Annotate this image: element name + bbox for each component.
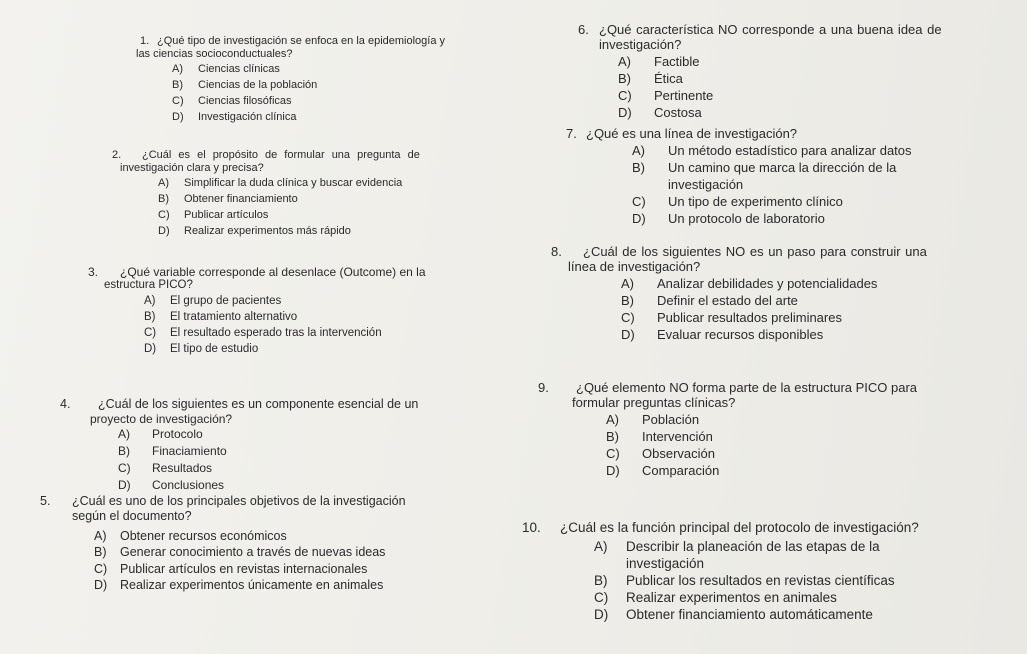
- question-7-options: [632, 142, 912, 227]
- question-7-option-c[interactable]: C) Un tipo de experimento clínico: [632, 194, 843, 210]
- question-8-text-line1: ¿Cuál de los siguientes NO es un paso para construir una: [583, 244, 927, 259]
- question-7-option-d[interactable]: D) Un protocolo de laboratorio: [632, 211, 825, 227]
- question-6-options: [618, 53, 942, 121]
- question-4-option-c[interactable]: C) Resultados: [118, 460, 213, 475]
- question-1-text-line2: las ciencias socioconductuales?: [136, 47, 293, 60]
- question-10-option-c[interactable]: C) Realizar experimentos en animales: [594, 589, 837, 605]
- question-10-stem: [522, 520, 919, 536]
- question-1: [136, 35, 446, 125]
- question-4-text-line2: proyecto de investigación?: [90, 411, 233, 426]
- question-8-text-line2: línea de investigación?: [568, 259, 701, 275]
- question-8-stem: [551, 244, 927, 259]
- question-9-number: 9.: [538, 380, 549, 395]
- question-1-option-d[interactable]: D) Investigación clínica: [172, 110, 297, 123]
- question-9: [538, 380, 917, 479]
- question-5-stem: [40, 494, 406, 509]
- question-1-option-a[interactable]: A) Ciencias clínicas: [172, 62, 280, 75]
- question-2-text-line1: ¿Cuál es el propósito de formular una pregunta de: [142, 149, 420, 161]
- question-2-stem: [112, 149, 420, 162]
- question-5-options: [94, 528, 406, 594]
- question-8-option-d[interactable]: D) Evaluar recursos disponibles: [621, 326, 824, 342]
- question-2-number: 2.: [112, 149, 122, 161]
- question-9-text-line2: formular preguntas clínicas?: [572, 395, 736, 411]
- question-1-stem: [140, 35, 445, 48]
- question-4-option-d[interactable]: D) Conclusiones: [118, 477, 225, 492]
- question-6-text-line2: investigación?: [599, 37, 682, 53]
- question-4: [60, 397, 418, 494]
- question-4-option-b[interactable]: B) Finaciamiento: [118, 443, 227, 458]
- question-1-options: [172, 61, 445, 125]
- question-6: [578, 22, 942, 121]
- question-8-option-b[interactable]: B) Definir el estado del arte: [621, 292, 798, 308]
- question-8-option-a[interactable]: A) Analizar debilidades y potencialidades: [621, 275, 878, 291]
- question-4-options: [118, 426, 418, 494]
- question-7-number: 7.: [566, 126, 577, 141]
- question-6-stem: [578, 22, 942, 37]
- question-5-option-b[interactable]: B) Generar conocimiento a través de nuevas ideas: [94, 545, 386, 559]
- question-10-options: [594, 538, 919, 623]
- question-7-text-line1: ¿Qué es una línea de investigación?: [586, 126, 798, 141]
- question-10-option-b[interactable]: B) Publicar los resultados en revistas científicas: [594, 572, 895, 588]
- question-3-option-d[interactable]: D) El tipo de estudio: [144, 342, 259, 355]
- question-2-option-c[interactable]: C) Publicar artículos: [158, 208, 269, 221]
- question-3-options: [144, 293, 426, 357]
- question-9-options: [606, 411, 917, 479]
- question-9-text-line1: ¿Qué elemento NO forma parte de la estructura PICO para: [576, 380, 918, 395]
- question-9-option-b[interactable]: B) Intervención: [606, 428, 713, 444]
- question-3-option-a[interactable]: A) El grupo de pacientes: [144, 294, 282, 307]
- question-5-text-line1: ¿Cuál es uno de los principales objetivos de la investigación: [72, 494, 406, 508]
- question-7-stem: [566, 126, 912, 141]
- question-2-option-d[interactable]: D) Realizar experimentos más rápido: [158, 224, 351, 237]
- question-2-option-b[interactable]: B) Obtener financiamiento: [158, 192, 298, 205]
- question-4-number: 4.: [60, 397, 71, 411]
- question-7: [566, 126, 912, 227]
- question-7-option-b-cont: investigación: [668, 177, 744, 193]
- question-10-option-a-cont: investigación: [626, 555, 705, 571]
- question-3-text-line2: estructura PICO?: [104, 279, 193, 292]
- question-5-number: 5.: [40, 494, 51, 508]
- question-3-text-line1: ¿Qué variable corresponde al desenlace (Outcome) en la: [120, 265, 426, 279]
- question-2-options: [158, 175, 420, 239]
- question-10: [522, 520, 919, 623]
- question-6-option-b[interactable]: B) Ética: [618, 70, 683, 86]
- question-8-options: [621, 275, 927, 343]
- question-2-option-a[interactable]: A) Simplificar la duda clínica y buscar evidencia: [158, 176, 403, 189]
- question-7-option-a[interactable]: A) Un método estadístico para analizar datos: [632, 143, 912, 159]
- question-5-text-line2: según el documento?: [72, 508, 192, 523]
- question-5-option-c[interactable]: C) Publicar artículos en revistas internacionales: [94, 561, 368, 576]
- question-9-stem: [538, 380, 917, 395]
- question-3-stem: [88, 265, 426, 279]
- question-6-text-line1: ¿Qué característica NO corresponde a una buena idea de: [599, 22, 942, 37]
- question-1-number: 1.: [140, 35, 150, 47]
- question-1-option-c[interactable]: C) Ciencias filosóficas: [172, 94, 292, 107]
- question-3-number: 3.: [88, 265, 99, 279]
- question-4-text-line1: ¿Cuál de los siguientes es un componente esencial de un: [98, 397, 419, 411]
- question-8: [551, 244, 927, 343]
- question-10-option-d[interactable]: D) Obtener financiamiento automáticamente: [594, 606, 873, 622]
- question-6-option-a[interactable]: A) Factible: [618, 53, 700, 69]
- question-3-option-b[interactable]: B) El tratamiento alternativo: [144, 310, 298, 323]
- question-3: [88, 265, 426, 357]
- question-5-option-a[interactable]: A) Obtener recursos económicos: [94, 528, 287, 543]
- question-3-option-c[interactable]: C) El resultado esperado tras la intervención: [144, 326, 382, 339]
- question-7-option-b[interactable]: B) Un camino que marca la dirección de la: [632, 160, 897, 176]
- question-1-option-b[interactable]: B) Ciencias de la población: [172, 78, 318, 91]
- question-4-option-a[interactable]: A) Protocolo: [118, 426, 203, 441]
- question-2-text-line2: investigación clara y precisa?: [120, 161, 264, 174]
- question-9-option-c[interactable]: C) Observación: [606, 445, 715, 461]
- question-6-option-d[interactable]: D) Costosa: [618, 104, 702, 120]
- question-9-option-d[interactable]: D) Comparación: [606, 462, 720, 478]
- question-8-number: 8.: [551, 244, 562, 259]
- question-9-option-a[interactable]: A) Población: [606, 411, 700, 427]
- question-4-stem: [60, 397, 418, 412]
- question-10-option-a[interactable]: A) Describir la planeación de las etapas de la: [594, 538, 880, 554]
- question-6-number: 6.: [578, 22, 589, 37]
- question-2: [112, 149, 420, 239]
- question-10-number: 10.: [522, 520, 541, 535]
- question-1-text-line1: ¿Qué tipo de investigación se enfoca en la epidemiología y: [157, 35, 446, 47]
- question-8-option-c[interactable]: C) Publicar resultados preliminares: [621, 309, 842, 325]
- question-5-option-d[interactable]: D) Realizar experimentos únicamente en animales: [94, 578, 384, 592]
- question-6-option-c[interactable]: C) Pertinente: [618, 87, 714, 103]
- question-5: [40, 494, 406, 594]
- question-10-text-line1: ¿Cuál es la función principal del protocolo de investigación?: [560, 520, 919, 535]
